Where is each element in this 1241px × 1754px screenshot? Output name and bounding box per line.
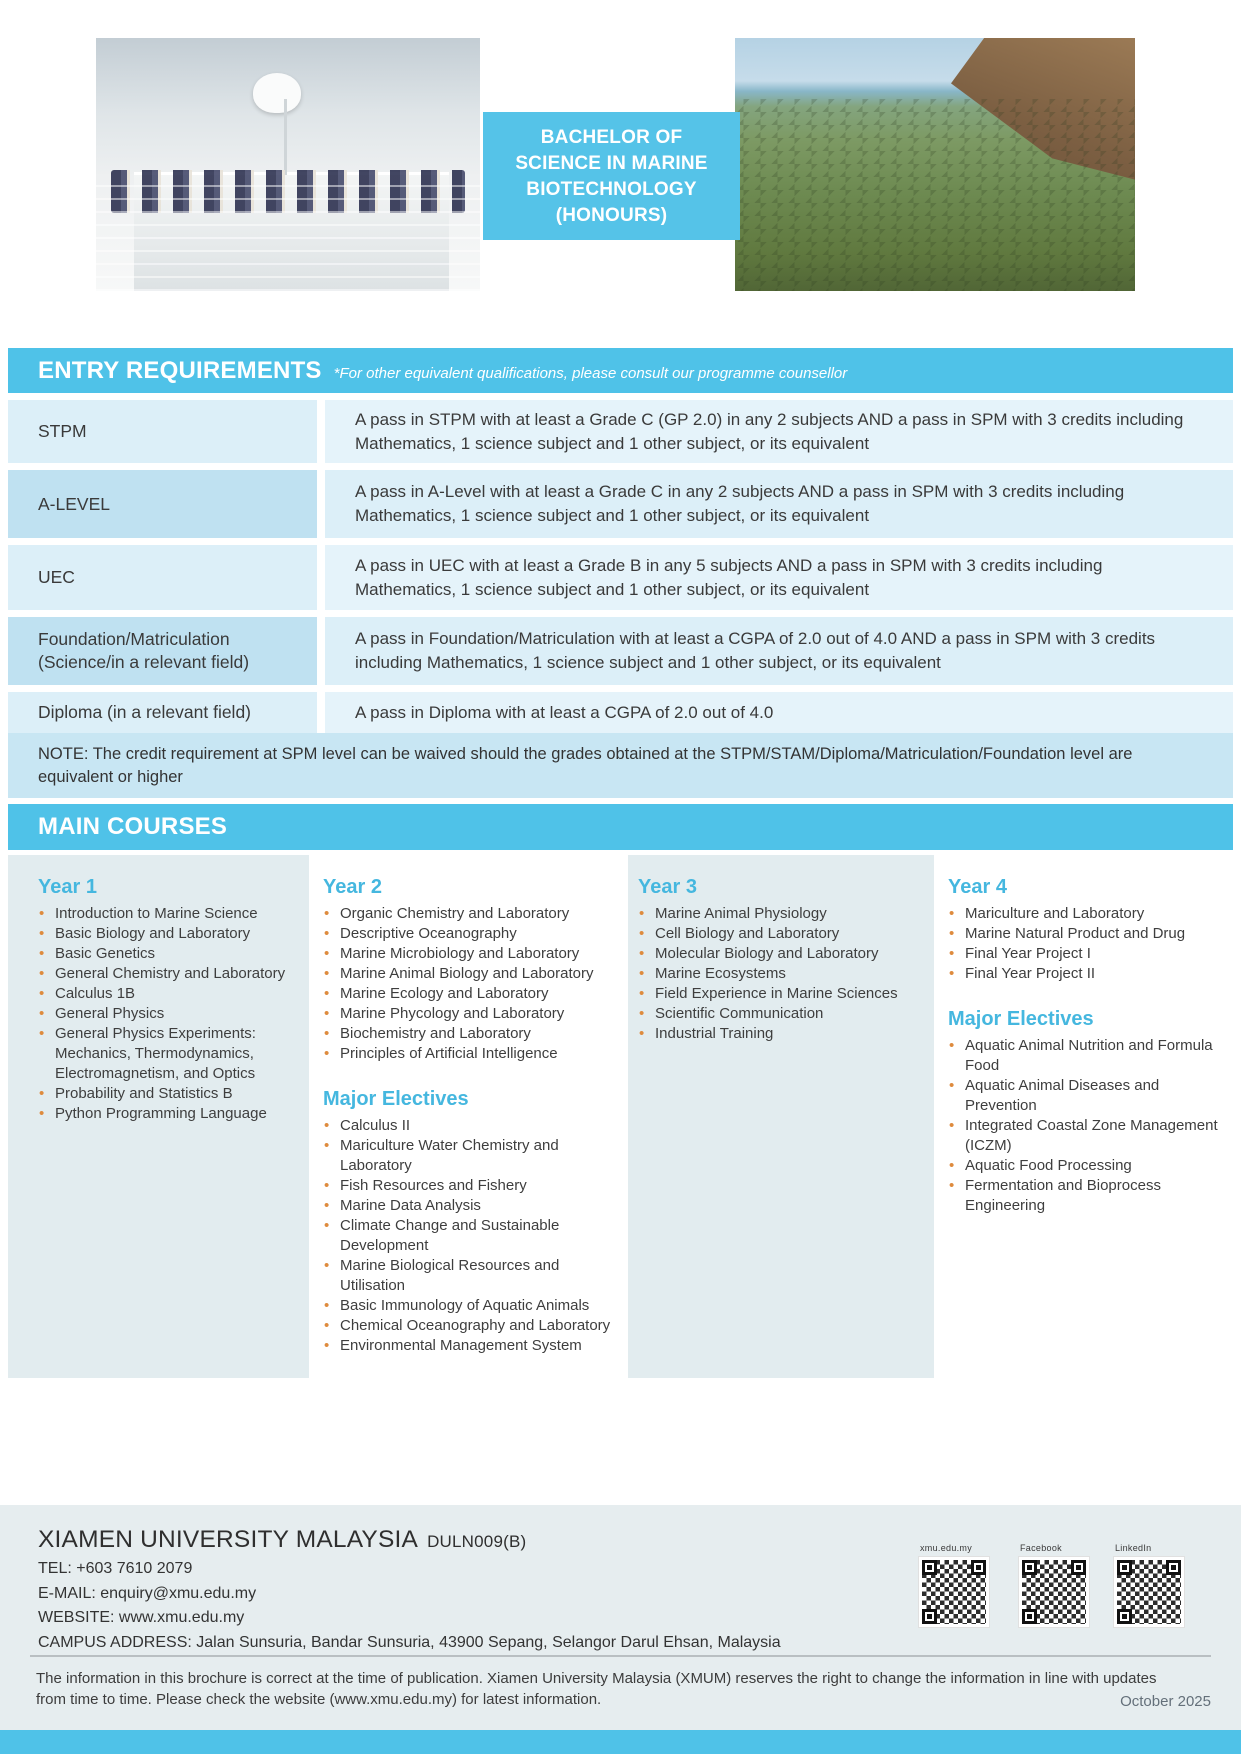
requirement-cell	[325, 617, 1233, 685]
course-item: • Industrial Training	[638, 1024, 924, 1044]
course-item: • Biochemistry and Laboratory	[323, 1024, 616, 1044]
website-line: WEBSITE: www.xmu.edu.my	[38, 1609, 245, 1626]
qualification-label: Foundation/Matriculation (Science/in a relevant field)	[38, 629, 250, 672]
entry-requirements-table	[8, 400, 1233, 740]
ship-railing-decoration	[96, 185, 480, 291]
qualification-cell	[8, 470, 317, 538]
course-item: • Principles of Artificial Intelligence	[323, 1044, 616, 1064]
qualification-label: UEC	[38, 567, 75, 587]
year-3-heading: Year 3	[638, 876, 697, 898]
qr-code-icon	[1018, 1556, 1090, 1628]
courses-section	[0, 855, 1241, 1378]
course-item: • Mariculture Water Chemistry and Laboratory	[323, 1136, 616, 1176]
course-item: • Introduction to Marine Science	[38, 904, 297, 924]
qr-item-linkedin	[1113, 1543, 1191, 1628]
course-item: • Mariculture and Laboratory	[948, 904, 1227, 924]
bottom-accent-bar	[0, 1730, 1241, 1754]
footer-divider	[30, 1655, 1211, 1657]
course-item: • Calculus 1B	[38, 984, 297, 1004]
course-item: • Marine Ecosystems	[638, 964, 924, 984]
year-2-column	[318, 855, 620, 1378]
course-item: • Calculus II	[323, 1116, 616, 1136]
requirement-text: A pass in Diploma with at least a CGPA of 2.0 out of 4.0	[355, 702, 774, 722]
course-item: • General Physics Experiments: Mechanics, Thermodynamics, Electromagnetism, and Optics	[38, 1024, 297, 1084]
qualification-row-foundation	[8, 617, 1233, 685]
year-3-course-list	[638, 904, 924, 1044]
entry-requirements-subnote: *For other equivalent qualifications, please consult our programme counsellor	[333, 365, 848, 382]
course-item: • Marine Microbiology and Laboratory	[323, 944, 616, 964]
year-2-electives-heading: Major Electives	[323, 1088, 469, 1110]
year-4-column	[942, 855, 1233, 1378]
qr-code-icon	[1113, 1556, 1185, 1628]
qr-finder	[1022, 1609, 1037, 1624]
year-2-heading: Year 2	[323, 876, 382, 898]
course-item: • Aquatic Food Processing	[948, 1156, 1227, 1176]
course-item: • Scientific Communication	[638, 1004, 924, 1024]
course-item: • Environmental Management System	[323, 1336, 616, 1356]
research-vessel-photo	[96, 38, 480, 291]
qualification-row-stpm	[8, 400, 1233, 463]
program-title-line: BIOTECHNOLOGY	[526, 179, 697, 200]
entry-requirements-title: ENTRY REQUIREMENTS	[38, 356, 322, 384]
qualification-cell	[8, 400, 317, 463]
year-4-electives-list	[948, 1036, 1227, 1216]
course-item: • Molecular Biology and Laboratory	[638, 944, 924, 964]
footer	[0, 1505, 1241, 1730]
qualification-label: A-LEVEL	[38, 493, 110, 514]
year-4-heading: Year 4	[948, 876, 1007, 898]
course-item: • Aquatic Animal Diseases and Prevention	[948, 1076, 1227, 1116]
qr-finder	[922, 1560, 937, 1575]
course-item: • Fermentation and Bioprocess Engineering	[948, 1176, 1227, 1216]
course-item: • Fish Resources and Fishery	[323, 1176, 616, 1196]
year-1-column	[8, 855, 309, 1378]
publication-date: October 2025	[1120, 1693, 1211, 1710]
requirement-text: A pass in A-Level with at least a Grade C in any 2 subjects AND a pass in SPM with 3 credits including Mathematics, 1 science subject and 1 other subject, or its equivalent	[355, 482, 1125, 525]
disclaimer-text: The information in this brochure is correct at the time of publication. Xiamen University Malaysia (XMUM) reserves the right to change the information in line with updates from time to time. Please check the website (www.xmu.edu.my) for latest information.	[36, 1670, 1157, 1708]
qr-finder	[1117, 1560, 1132, 1575]
course-item: • Basic Immunology of Aquatic Animals	[323, 1296, 616, 1316]
course-item: • General Physics	[38, 1004, 297, 1024]
qr-finder	[1166, 1560, 1181, 1575]
requirement-cell	[325, 692, 1233, 733]
qualification-cell	[8, 545, 317, 610]
qualification-cell	[8, 692, 317, 733]
contact-lines	[38, 1557, 781, 1655]
requirement-text: A pass in STPM with at least a Grade C (GP 2.0) in any 2 subjects AND a pass in SPM with 3 credits including Mathematics, 1 science subject and 1 other subject, or its equivalent	[355, 409, 1184, 453]
course-item: • Organic Chemistry and Laboratory	[323, 904, 616, 924]
qualification-label: STPM	[38, 421, 87, 441]
course-item: • Python Programming Language	[38, 1104, 297, 1124]
program-title-line: (HONOURS)	[555, 205, 668, 226]
qualification-row-diploma	[8, 692, 1233, 733]
address-line: CAMPUS ADDRESS: Jalan Sunsuria, Bandar Sunsuria, 43900 Sepang, Selangor Darul Ehsan, Malaysia	[38, 1633, 781, 1651]
course-item: • General Chemistry and Laboratory	[38, 964, 297, 984]
course-item: • Cell Biology and Laboratory	[638, 924, 924, 944]
ship-mast-decoration	[284, 99, 287, 175]
rocky-shore-photo	[735, 38, 1135, 291]
course-item: • Descriptive Oceanography	[323, 924, 616, 944]
qr-finder	[1071, 1560, 1086, 1575]
spm-waiver-note: NOTE: The credit requirement at SPM level can be waived should the grades obtained at the STPM/STAM/Diploma/Matriculation/Foundation level are equivalent or higher	[8, 733, 1233, 798]
year-1-heading: Year 1	[38, 876, 97, 898]
qr-label: LinkedIn	[1115, 1543, 1152, 1553]
requirement-text: A pass in UEC with at least a Grade B in any 5 subjects AND a pass in SPM with 3 credits including Mathematics, 1 science subject and 1 other subject, or its equivalent	[355, 555, 1103, 599]
qr-finder	[1022, 1560, 1037, 1575]
main-courses-bar	[8, 804, 1233, 850]
qr-finder	[922, 1609, 937, 1624]
course-item: • Field Experience in Marine Sciences	[638, 984, 924, 1004]
course-item: • Chemical Oceanography and Laboratory	[323, 1316, 616, 1336]
qr-code-icon	[918, 1556, 990, 1628]
course-item: • Basic Biology and Laboratory	[38, 924, 297, 944]
qualification-label: Diploma (in a relevant field)	[38, 702, 252, 722]
year-2-electives-list	[323, 1116, 616, 1356]
course-item: • Integrated Coastal Zone Management (ICZM)	[948, 1116, 1227, 1156]
qr-label: xmu.edu.my	[920, 1543, 973, 1553]
requirement-cell	[325, 545, 1233, 610]
year-2-course-list	[323, 904, 616, 1064]
university-name	[38, 1526, 526, 1554]
university-name-text: XIAMEN UNIVERSITY MALAYSIA	[38, 1526, 419, 1553]
course-item: • Marine Animal Physiology	[638, 904, 924, 924]
requirement-cell	[325, 400, 1233, 463]
course-item: • Final Year Project II	[948, 964, 1227, 984]
year-4-electives-heading: Major Electives	[948, 1008, 1094, 1030]
course-item: • Marine Phycology and Laboratory	[323, 1004, 616, 1024]
entry-requirements-bar	[8, 348, 1233, 393]
year-4-course-list	[948, 904, 1227, 984]
qualification-cell	[8, 617, 317, 685]
year-3-column	[628, 855, 934, 1378]
requirement-cell	[325, 470, 1233, 538]
program-title-box	[483, 112, 740, 240]
requirement-text: A pass in Foundation/Matriculation with at least a CGPA of 2.0 out of 4.0 AND a pass in SPM with 3 credits including Mathematics, 1 science subject and 1 other subject, or its equivalent	[355, 629, 1156, 672]
course-item: • Final Year Project I	[948, 944, 1227, 964]
qualification-row-alevel	[8, 470, 1233, 538]
qr-finder	[971, 1560, 986, 1575]
course-item: • Marine Animal Biology and Laboratory	[323, 964, 616, 984]
program-title-line: BACHELOR OF	[540, 127, 683, 148]
course-item: • Aquatic Animal Nutrition and Formula Food	[948, 1036, 1227, 1076]
rocks-decoration	[735, 99, 1135, 291]
university-code: DULN009(B)	[427, 1532, 527, 1551]
email-line: E-MAIL: enquiry@xmu.edu.my	[38, 1584, 257, 1602]
qr-item-website	[918, 1543, 996, 1628]
course-item: • Marine Data Analysis	[323, 1196, 616, 1216]
year-1-course-list	[38, 904, 297, 1124]
tel-line: TEL: +603 7610 2079	[38, 1560, 193, 1577]
program-title-line: SCIENCE IN MARINE	[515, 153, 708, 174]
course-item: • Probability and Statistics B	[38, 1084, 297, 1104]
course-item: • Marine Natural Product and Drug	[948, 924, 1227, 944]
qr-label: Facebook	[1020, 1543, 1062, 1553]
qr-item-facebook	[1018, 1543, 1096, 1628]
qr-finder	[1117, 1609, 1132, 1624]
qr-group	[918, 1543, 1198, 1643]
course-item: • Marine Biological Resources and Utilisation	[323, 1256, 616, 1296]
course-item: • Marine Ecology and Laboratory	[323, 984, 616, 1004]
course-item: • Climate Change and Sustainable Development	[323, 1216, 616, 1256]
qualification-row-uec	[8, 545, 1233, 610]
main-courses-title: MAIN COURSES	[38, 813, 228, 840]
radar-dome-decoration	[253, 73, 301, 113]
course-item: • Basic Genetics	[38, 944, 297, 964]
